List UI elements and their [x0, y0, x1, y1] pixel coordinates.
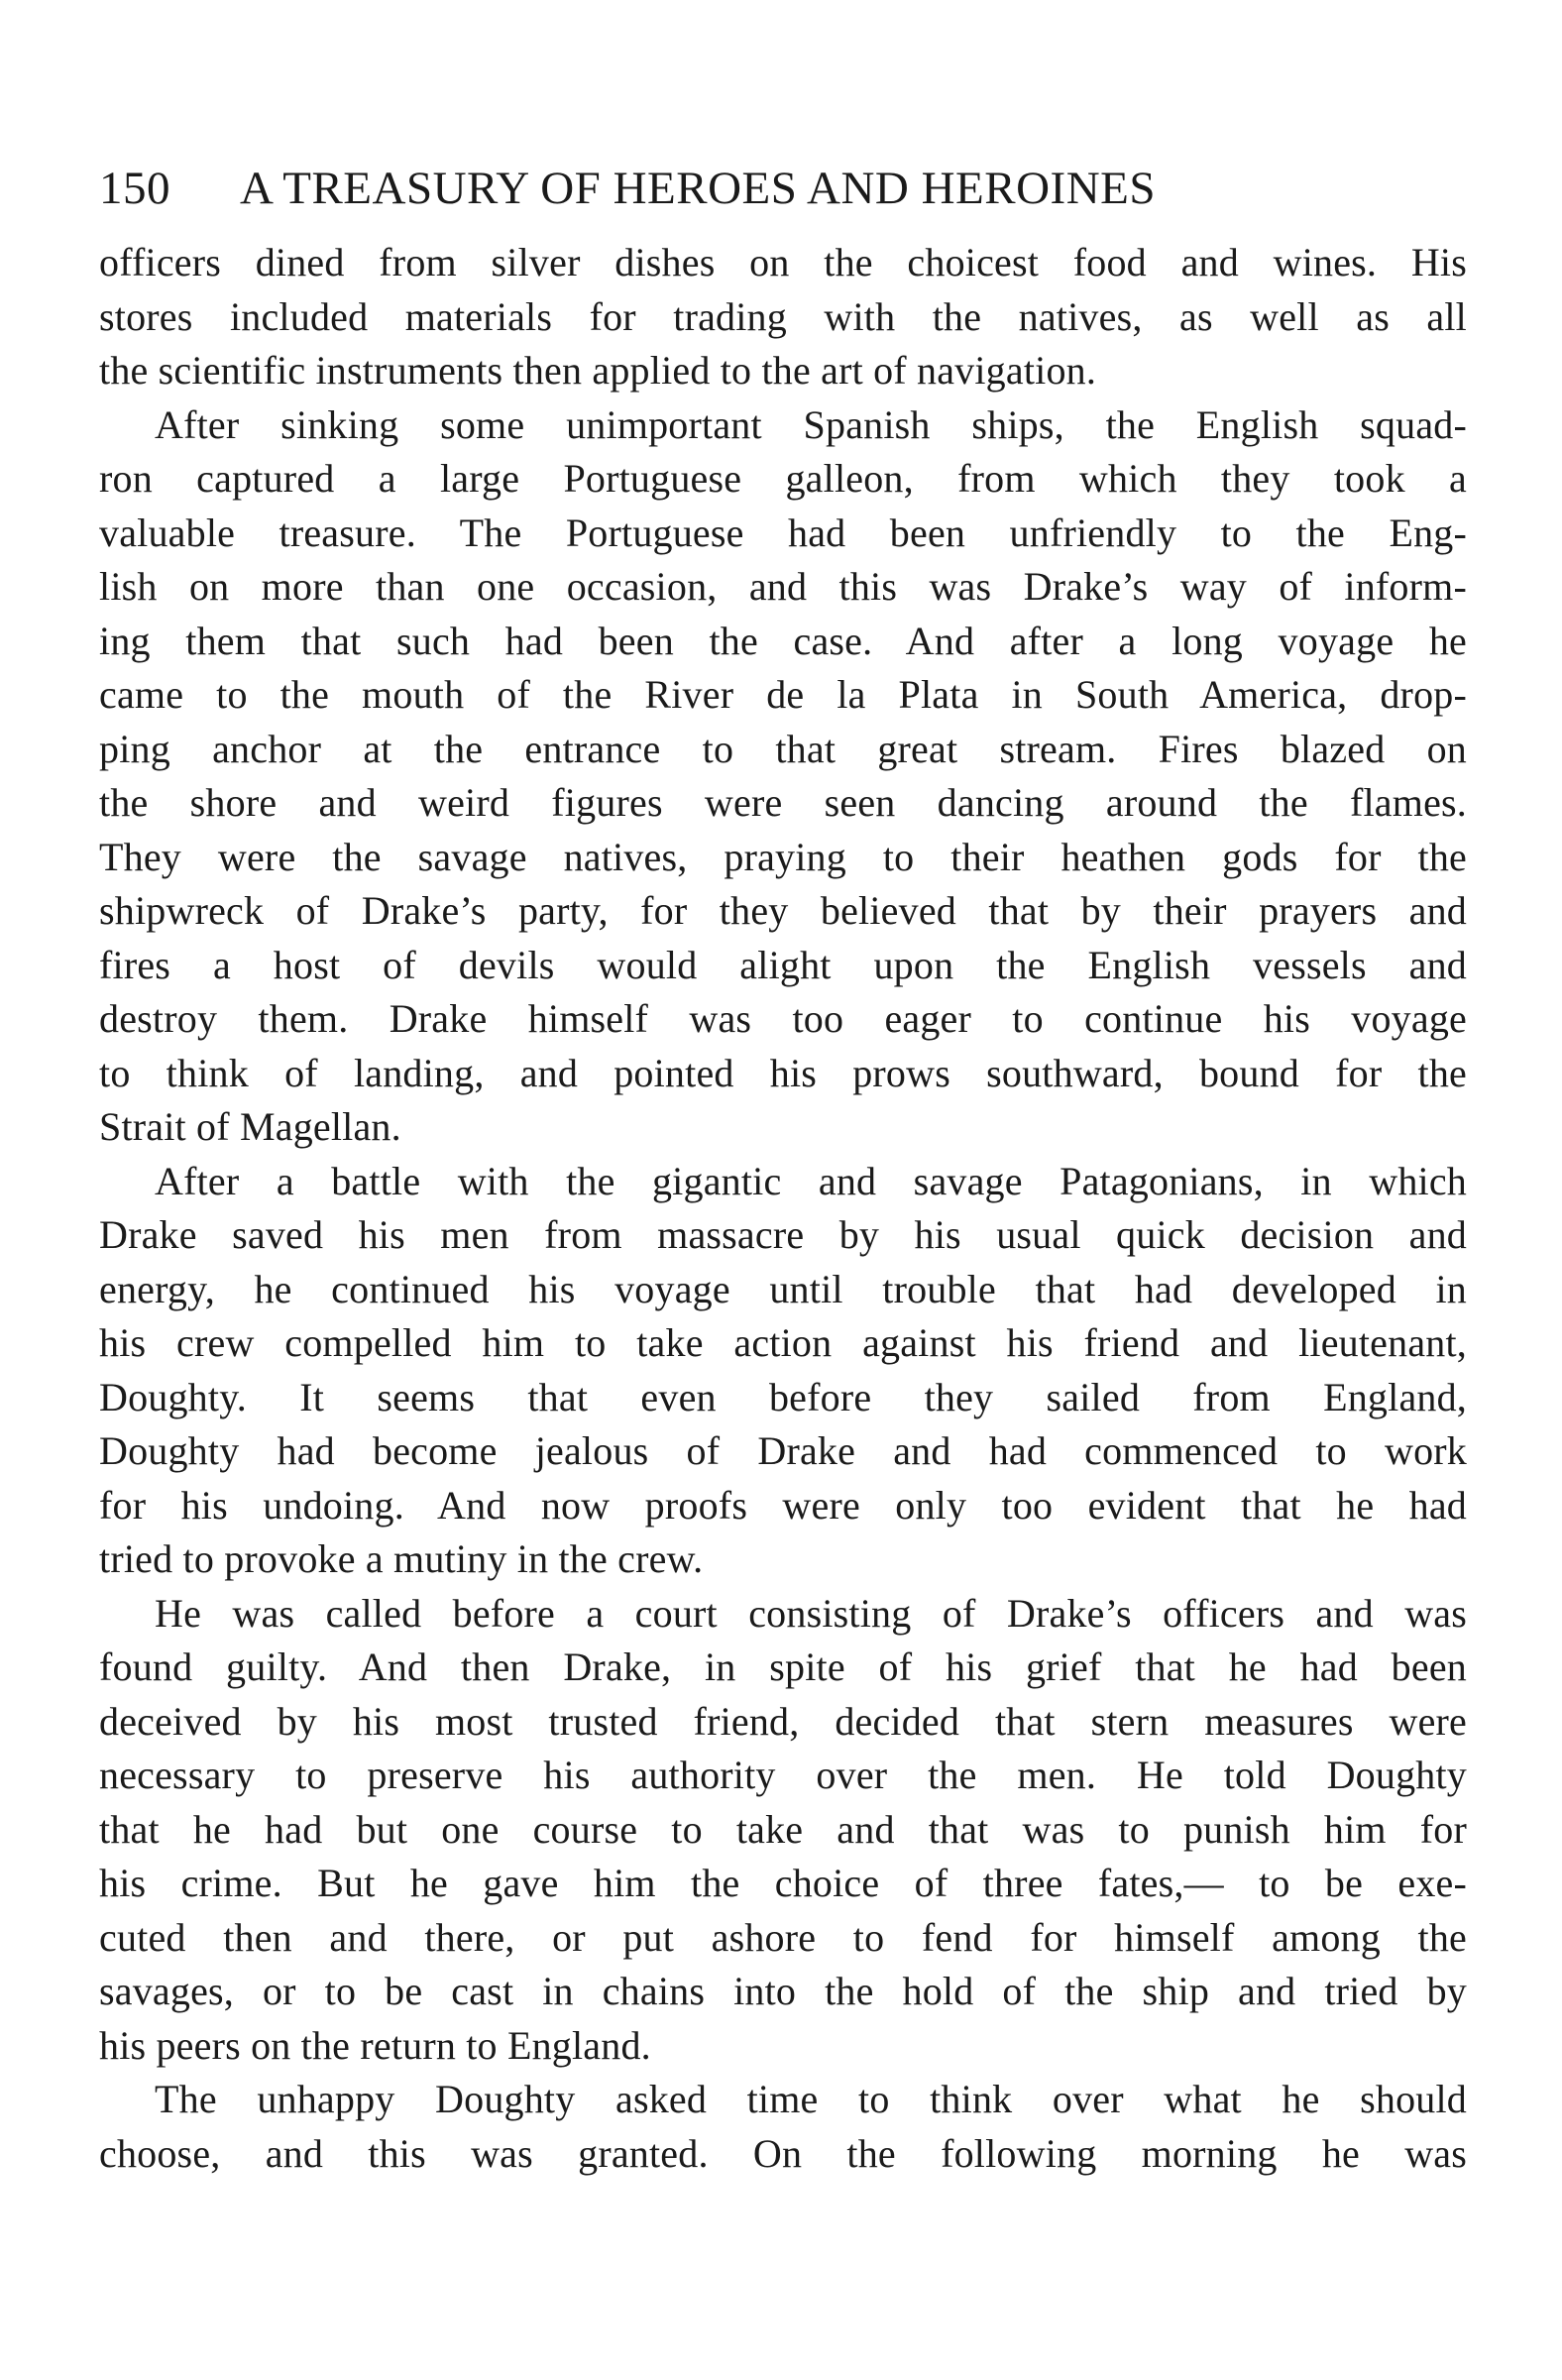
text-line: to think of landing, and pointed his prows southward, bound for the	[99, 1050, 1467, 1095]
text-line: ping anchor at the entrance to that great stream. Fires blazed on	[99, 726, 1467, 771]
text-line: After a battle with the gigantic and savage Patagonians, in which	[155, 1158, 1467, 1203]
text-line: shipwreck of Drake’s party, for they believed that by their prayers and	[99, 888, 1467, 933]
text-line: lish on more than one occasion, and this was Drake’s way of inform-	[99, 564, 1467, 609]
text-line: deceived by his most trusted friend, decided that stern measures were	[99, 1698, 1467, 1744]
text-line: necessary to preserve his authority over the men. He told Doughty	[99, 1753, 1467, 1797]
text-line: fires a host of devils would alight upon the English vessels and	[99, 942, 1467, 987]
text-line: stores included materials for trading with the natives, as well as all	[99, 293, 1467, 339]
text-line: his peers on the return to England.	[99, 2022, 651, 2068]
text-line: savages, or to be cast in chains into the hold of the ship and tried by	[99, 1969, 1467, 2013]
text-line: ing them that such had been the case. And after a long voyage he	[99, 618, 1467, 663]
body-text	[99, 236, 1467, 2181]
text-line: choose, and this was granted. On the following morning he was	[99, 2130, 1467, 2176]
text-line: Doughty had become jealous of Drake and had commenced to work	[99, 1428, 1467, 1473]
text-line: valuable treasure. The Portuguese had been unfriendly to the Eng-	[99, 510, 1467, 555]
text-line: Doughty. It seems that even before they sailed from England,	[99, 1374, 1467, 1419]
paragraph	[99, 398, 1467, 1155]
running-head	[99, 149, 1467, 228]
text-line: Drake saved his men from massacre by his usual quick decision and	[99, 1212, 1467, 1257]
text-line: that he had but one course to take and that was to punish him for	[99, 1806, 1467, 1852]
text-line: energy, he continued his voyage until trouble that had developed in	[99, 1266, 1467, 1311]
book-title: A TREASURY OF HEROES AND HEROINES	[240, 163, 1156, 214]
text-line: They were the savage natives, praying to their heathen gods for the	[99, 834, 1467, 879]
paragraph	[99, 2073, 1467, 2181]
page-number: 150	[99, 163, 170, 214]
text-line: came to the mouth of the River de la Plata in South America, drop-	[99, 672, 1467, 717]
book-page	[99, 149, 1467, 2181]
paragraph	[99, 236, 1467, 398]
text-line: He was called before a court consisting of Drake’s officers and was	[155, 1590, 1467, 1636]
text-line: the scientific instruments then applied to the art of navigation.	[99, 348, 1097, 393]
text-line: The unhappy Doughty asked time to think over what he should	[155, 2077, 1467, 2121]
text-line: for his undoing. And now proofs were only too evident that he had	[99, 1482, 1467, 1528]
paragraph	[99, 1155, 1467, 1587]
text-line: his crime. But he gave him the choice of three fates,— to be exe-	[99, 1861, 1467, 1905]
text-line: tried to provoke a mutiny in the crew.	[99, 1536, 704, 1581]
text-line: After sinking some unimportant Spanish ships, the English squad-	[155, 401, 1467, 447]
text-line: officers dined from silver dishes on the choicest food and wines. His	[99, 240, 1467, 284]
text-line: cuted then and there, or put ashore to fend for himself among the	[99, 1914, 1467, 1960]
text-line: his crew compelled him to take action against his friend and lieutenant,	[99, 1320, 1467, 1365]
text-line: the shore and weird figures were seen dancing around the flames.	[99, 780, 1467, 825]
text-line: ron captured a large Portuguese galleon, from which they took a	[99, 456, 1467, 501]
text-line: destroy them. Drake himself was too eager to continue his voyage	[99, 996, 1467, 1041]
text-line: Strait of Magellan.	[99, 1104, 401, 1149]
text-line: found guilty. And then Drake, in spite of his grief that he had been	[99, 1644, 1467, 1689]
paragraph	[99, 1587, 1467, 2074]
